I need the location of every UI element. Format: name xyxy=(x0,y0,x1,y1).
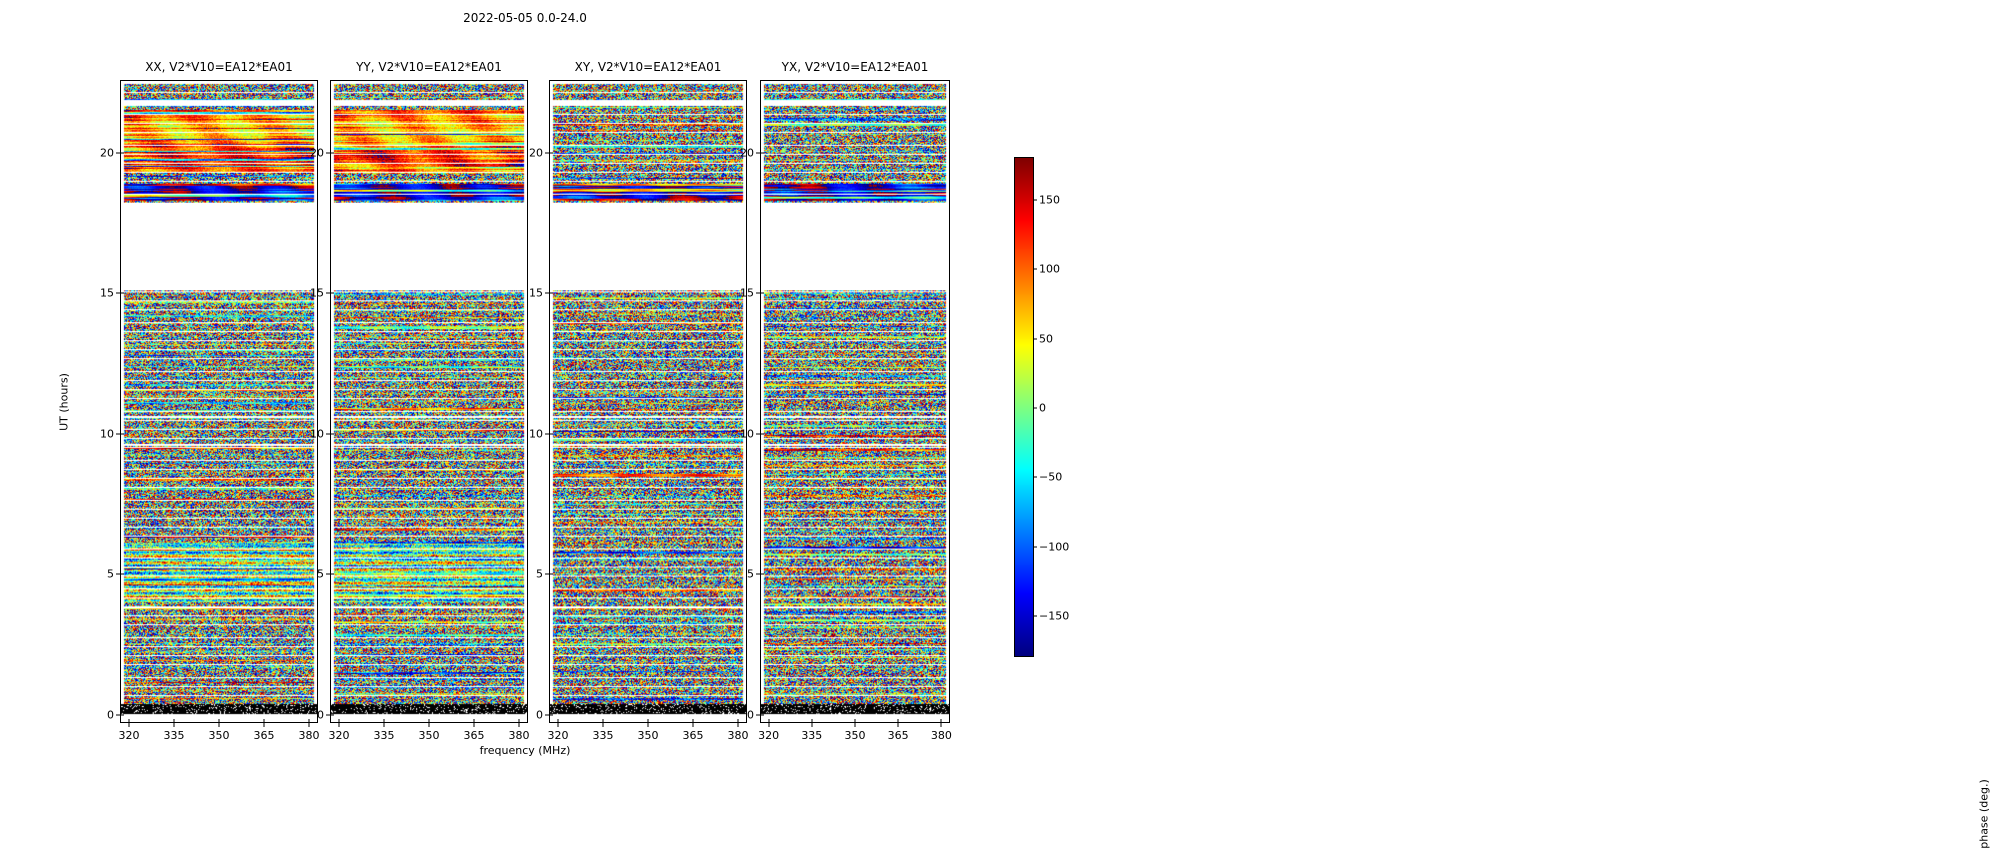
y-tick-mark-inner xyxy=(549,433,553,434)
panel-xy xyxy=(529,60,749,742)
y-tick-label: 0 xyxy=(536,708,543,722)
x-tick-label: 380 xyxy=(727,729,749,742)
waterfall-image-yx xyxy=(761,81,949,722)
x-tick-mark-inner xyxy=(384,719,385,723)
y-tick-mark-inner xyxy=(120,153,124,154)
y-tick-mark-inner xyxy=(549,153,553,154)
panel-title-yy: YY, V2*V10=EA12*EA01 xyxy=(356,60,502,74)
axes-yx[interactable] xyxy=(760,80,950,723)
x-tick-mark xyxy=(941,723,942,727)
axes-xy[interactable] xyxy=(549,80,747,723)
x-tick-mark-inner xyxy=(648,719,649,723)
x-tick-mark-inner xyxy=(474,719,475,723)
x-tick-mark-inner xyxy=(129,719,130,723)
y-tick-label: 10 xyxy=(100,427,114,441)
y-tick-mark-inner xyxy=(120,293,124,294)
x-tick-label: 350 xyxy=(208,729,230,742)
x-tick-label: 350 xyxy=(637,729,659,742)
waterfall-image-xx xyxy=(121,81,317,722)
x-tick-mark-inner xyxy=(855,719,856,723)
x-tick-mark-inner xyxy=(693,719,694,723)
x-tick-label: 380 xyxy=(298,729,320,742)
x-tick-label: 380 xyxy=(508,729,530,742)
x-tick-label: 320 xyxy=(547,729,569,742)
x-tick-mark xyxy=(558,723,559,727)
x-tick-mark xyxy=(693,723,694,727)
x-tick-label: 365 xyxy=(887,729,909,742)
axes-yy[interactable] xyxy=(330,80,528,723)
y-tick-label: 15 xyxy=(310,286,324,300)
y-tick-mark-inner xyxy=(330,714,334,715)
y-tick-label: 10 xyxy=(310,427,324,441)
x-tick-mark-inner xyxy=(219,719,220,723)
x-tick-mark xyxy=(855,723,856,727)
y-tick-mark-inner xyxy=(330,153,334,154)
y-tick-mark-inner xyxy=(330,293,334,294)
x-tick-mark-inner xyxy=(309,719,310,723)
colorbar-tick-label: 100 xyxy=(1039,262,1060,276)
y-tick-label: 15 xyxy=(529,286,543,300)
x-tick-label: 320 xyxy=(328,729,350,742)
x-tick-mark-inner xyxy=(941,719,942,723)
y-tick-mark-inner xyxy=(549,574,553,575)
x-tick-mark xyxy=(129,723,130,727)
x-tick-mark xyxy=(603,723,604,727)
y-tick-mark-inner xyxy=(330,574,334,575)
panel-title-xy: XY, V2*V10=EA12*EA01 xyxy=(574,60,722,74)
colorbar-tick-label: 150 xyxy=(1039,193,1060,207)
y-tick-label: 10 xyxy=(740,427,754,441)
colorbar-tick-mark xyxy=(1033,408,1037,409)
x-tick-label: 335 xyxy=(592,729,614,742)
panel-xx xyxy=(100,60,320,742)
x-tick-mark xyxy=(648,723,649,727)
x-axis-label: frequency (MHz) xyxy=(479,744,571,757)
y-tick-label: 0 xyxy=(317,708,324,722)
colorbar-tick-label: 50 xyxy=(1039,332,1053,346)
x-tick-mark-inner xyxy=(339,719,340,723)
colorbar-tick-mark xyxy=(1033,199,1037,200)
colorbar-tick-label: −100 xyxy=(1039,540,1070,554)
y-tick-label: 20 xyxy=(310,146,324,160)
y-tick-label: 10 xyxy=(529,427,543,441)
y-tick-label: 5 xyxy=(747,567,754,581)
y-axis-label: UT (hours) xyxy=(57,373,71,431)
y-tick-label: 15 xyxy=(740,286,754,300)
y-tick-label: 5 xyxy=(107,567,114,581)
x-tick-mark xyxy=(264,723,265,727)
y-tick-label: 15 xyxy=(100,286,114,300)
x-tick-mark xyxy=(309,723,310,727)
colorbar-label: phase (deg.) xyxy=(1977,779,1991,849)
figure-suptitle: 2022-05-05 0.0-24.0 xyxy=(463,11,587,25)
y-tick-mark-inner xyxy=(760,574,764,575)
y-tick-label: 0 xyxy=(107,708,114,722)
x-tick-mark-inner xyxy=(768,719,769,723)
y-tick-mark-inner xyxy=(330,433,334,434)
x-tick-mark xyxy=(768,723,769,727)
colorbar-gradient xyxy=(1015,158,1033,656)
x-tick-mark xyxy=(738,723,739,727)
y-tick-label: 20 xyxy=(529,146,543,160)
x-tick-label: 365 xyxy=(463,729,485,742)
x-tick-label: 350 xyxy=(844,729,866,742)
y-tick-label: 20 xyxy=(100,146,114,160)
colorbar-tick-mark xyxy=(1033,269,1037,270)
x-tick-mark-inner xyxy=(898,719,899,723)
x-tick-label: 320 xyxy=(118,729,140,742)
x-tick-label: 335 xyxy=(163,729,185,742)
panel-title-xx: XX, V2*V10=EA12*EA01 xyxy=(145,60,293,74)
colorbar-tick-label: 0 xyxy=(1039,401,1046,415)
x-tick-mark-inner xyxy=(264,719,265,723)
y-tick-label: 0 xyxy=(747,708,754,722)
colorbar xyxy=(1014,157,1070,657)
x-tick-label: 365 xyxy=(682,729,704,742)
waterfall-image-xy xyxy=(550,81,746,722)
colorbar-tick-label: −150 xyxy=(1039,609,1070,623)
waterfall-image-yy xyxy=(331,81,527,722)
colorbar-tick-mark xyxy=(1033,338,1037,339)
colorbar-tick-label: −50 xyxy=(1039,470,1063,484)
y-tick-mark-inner xyxy=(120,714,124,715)
colorbar-tick-mark xyxy=(1033,616,1037,617)
x-tick-mark xyxy=(519,723,520,727)
colorbar-tick-mark xyxy=(1033,546,1037,547)
y-tick-label: 20 xyxy=(740,146,754,160)
y-tick-mark-inner xyxy=(760,293,764,294)
y-tick-mark-inner xyxy=(120,433,124,434)
x-tick-mark xyxy=(339,723,340,727)
x-tick-mark-inner xyxy=(519,719,520,723)
x-tick-label: 320 xyxy=(758,729,780,742)
y-tick-mark-inner xyxy=(760,153,764,154)
colorbar-tick-mark xyxy=(1033,477,1037,478)
panel-yx xyxy=(740,60,952,742)
x-tick-mark xyxy=(429,723,430,727)
x-tick-mark xyxy=(384,723,385,727)
y-tick-mark-inner xyxy=(549,714,553,715)
x-tick-label: 365 xyxy=(253,729,275,742)
y-tick-mark-inner xyxy=(120,574,124,575)
panel-yy xyxy=(310,60,530,742)
x-tick-mark-inner xyxy=(738,719,739,723)
x-tick-label: 380 xyxy=(930,729,952,742)
y-tick-label: 5 xyxy=(536,567,543,581)
axes-xx[interactable] xyxy=(120,80,318,723)
x-tick-mark-inner xyxy=(558,719,559,723)
x-tick-mark xyxy=(474,723,475,727)
panel-title-yx: YX, V2*V10=EA12*EA01 xyxy=(781,60,929,74)
y-tick-mark-inner xyxy=(549,293,553,294)
x-tick-mark-inner xyxy=(603,719,604,723)
x-tick-mark xyxy=(898,723,899,727)
y-tick-mark-inner xyxy=(760,714,764,715)
x-tick-mark xyxy=(811,723,812,727)
y-tick-mark-inner xyxy=(760,433,764,434)
x-tick-label: 350 xyxy=(418,729,440,742)
x-tick-mark-inner xyxy=(429,719,430,723)
y-tick-label: 5 xyxy=(317,567,324,581)
x-tick-label: 335 xyxy=(373,729,395,742)
x-tick-mark xyxy=(219,723,220,727)
x-tick-mark-inner xyxy=(811,719,812,723)
x-tick-mark-inner xyxy=(174,719,175,723)
x-tick-label: 335 xyxy=(801,729,823,742)
x-tick-mark xyxy=(174,723,175,727)
